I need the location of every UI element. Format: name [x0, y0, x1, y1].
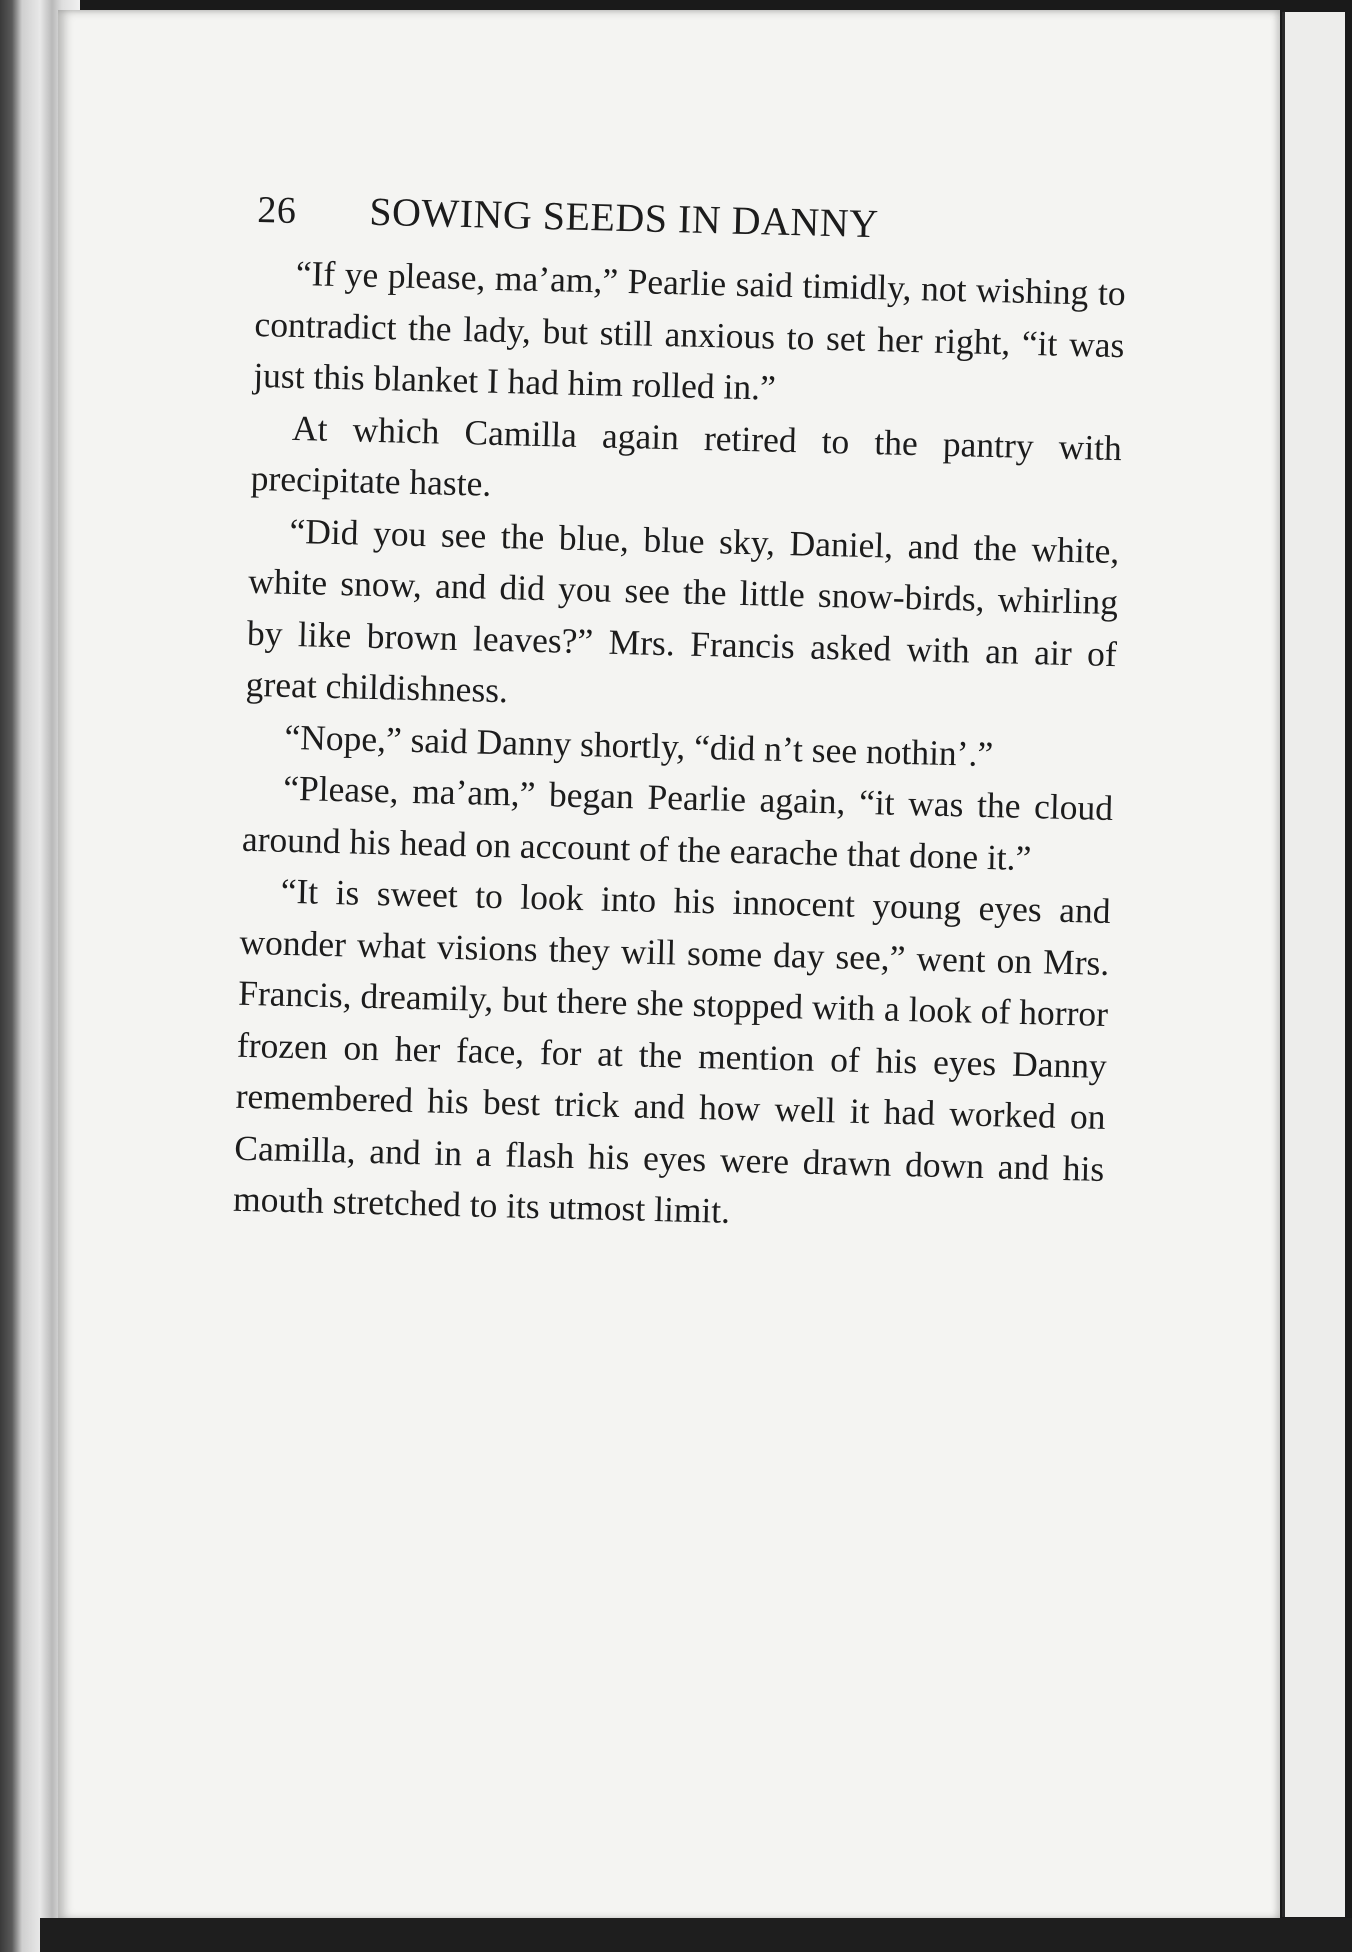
paragraph: At which Camilla again retired to the pantry with precipitate haste. [250, 407, 1123, 504]
page-content [233, 185, 1128, 1246]
paragraph: “If ye please, ma’am,” Pearlie said timidly, not wishing to contradict the lady, but still anxious to set her right, “it was just this blanket I had him rolled in.” [252, 252, 1127, 408]
running-title: SOWING SEEDS IN DANNY [368, 188, 880, 247]
scan-bottom-border [40, 1918, 1352, 1952]
paragraph: “It is sweet to look into his innocent young eyes and wonder what visions they will some day see,” went on Mrs. Francis, dreamily, but there she stopped with a look of horror frozen on her face, for at the mention of his eyes Danny remembered his best trick and how well it had worked on Camilla, and in a flash his eyes were drawn down and his mouth stretched to its utmost limit. [232, 870, 1112, 1231]
paragraph: “Did you see the blue, blue sky, Daniel, and the white, white snow, and did you see the little snow-birds, whirling by like brown leaves?” Mrs. Francis asked with an air of great childishness. [245, 510, 1120, 711]
page-number: 26 [256, 188, 297, 232]
adjacent-page-edge [1282, 12, 1345, 1917]
paragraph: “Please, ma’am,” began Pearlie again, “it was the cloud around his head on account of the earache that done it.” [241, 767, 1114, 878]
paragraph: “Nope,” said Danny shortly, “did n’t see nothin’.” [284, 716, 994, 774]
